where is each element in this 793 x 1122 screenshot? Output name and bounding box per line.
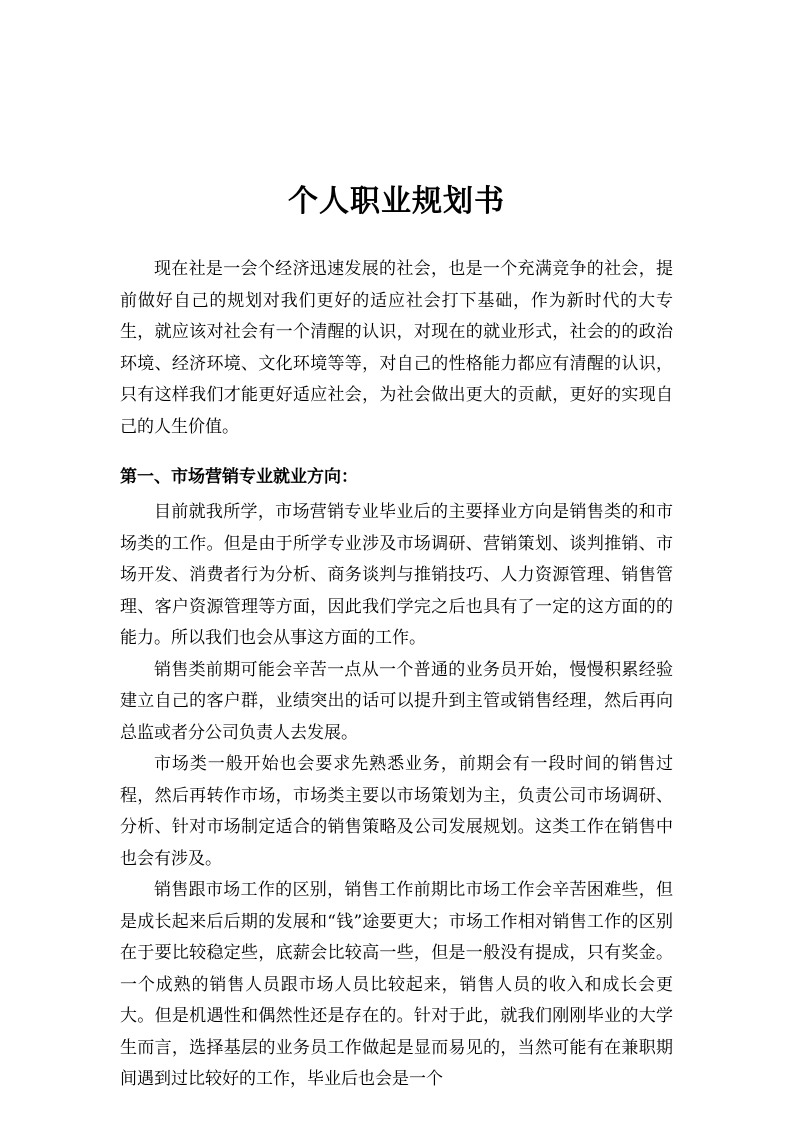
document-page	[120, 180, 673, 1096]
section-heading-career-direction: 第一、市场营销专业就业方向：	[120, 467, 358, 487]
body-paragraph-1: 目前就我所学，市场营销专业毕业后的主要择业方向是销售类的和市场类的工作。但是由于所学专业涉及市场调研、营销策划、谈判推销、市场开发、消费者行为分析、商务谈判与推销技巧、人力资源管理、销售管理、客户资源管理等方面，因此我们学完之后也具有了一定的这方面的的能力。所以我们也会从事这方面的工作。	[120, 502, 673, 648]
body-paragraph-2: 销售类前期可能会辛苦一点从一个普通的业务员开始，慢慢积累经验建立自己的客户群，业绩突出的话可以提升到主管或销售经理，然后再向总监或者分公司负责人去发展。	[120, 659, 673, 743]
intro-paragraph: 现在社是一会个经济迅速发展的社会，也是一个充满竞争的社会，提前做好自己的规划对我们更好的适应社会打下基础，作为新时代的大专生，就应该对社会有一个清醒的认识，对现在的就业形式，社会的的政治环境、经济环境、文化环境等等，对自己的性格能力都应有清醒的认识，只有这样我们才能更好适应社会，为社会做出更大的贡献，更好的实现自己的人生价值。	[120, 259, 673, 437]
document-title: 个人职业规划书	[288, 184, 505, 219]
body-paragraph-3: 市场类一般开始也会要求先熟悉业务，前期会有一段时间的销售过程，然后再转作市场，市场类主要以市场策划为主，负责公司市场调研、分析、针对市场制定适合的销售策略及公司发展规划。这类工作在销售中也会有涉及。	[120, 754, 673, 869]
body-paragraph-4: 销售跟市场工作的区别，销售工作前期比市场工作会辛苦困难些，但是成长起来后后期的发展和“钱”途要更大；市场工作相对销售工作的区别在于要比较稳定些，底薪会比较高一些，但是一般没有提成，只有奖金。一个成熟的销售人员跟市场人员比较起来，销售人员的收入和成长会更大。但是机遇性和偶然性还是存在的。针对于此，就我们刚刚毕业的大学生而言，选择基层的业务员工作做起是显而易见的，当然可能有在兼职期间遇到过比较好的工作，毕业后也会是一个	[120, 880, 673, 1089]
